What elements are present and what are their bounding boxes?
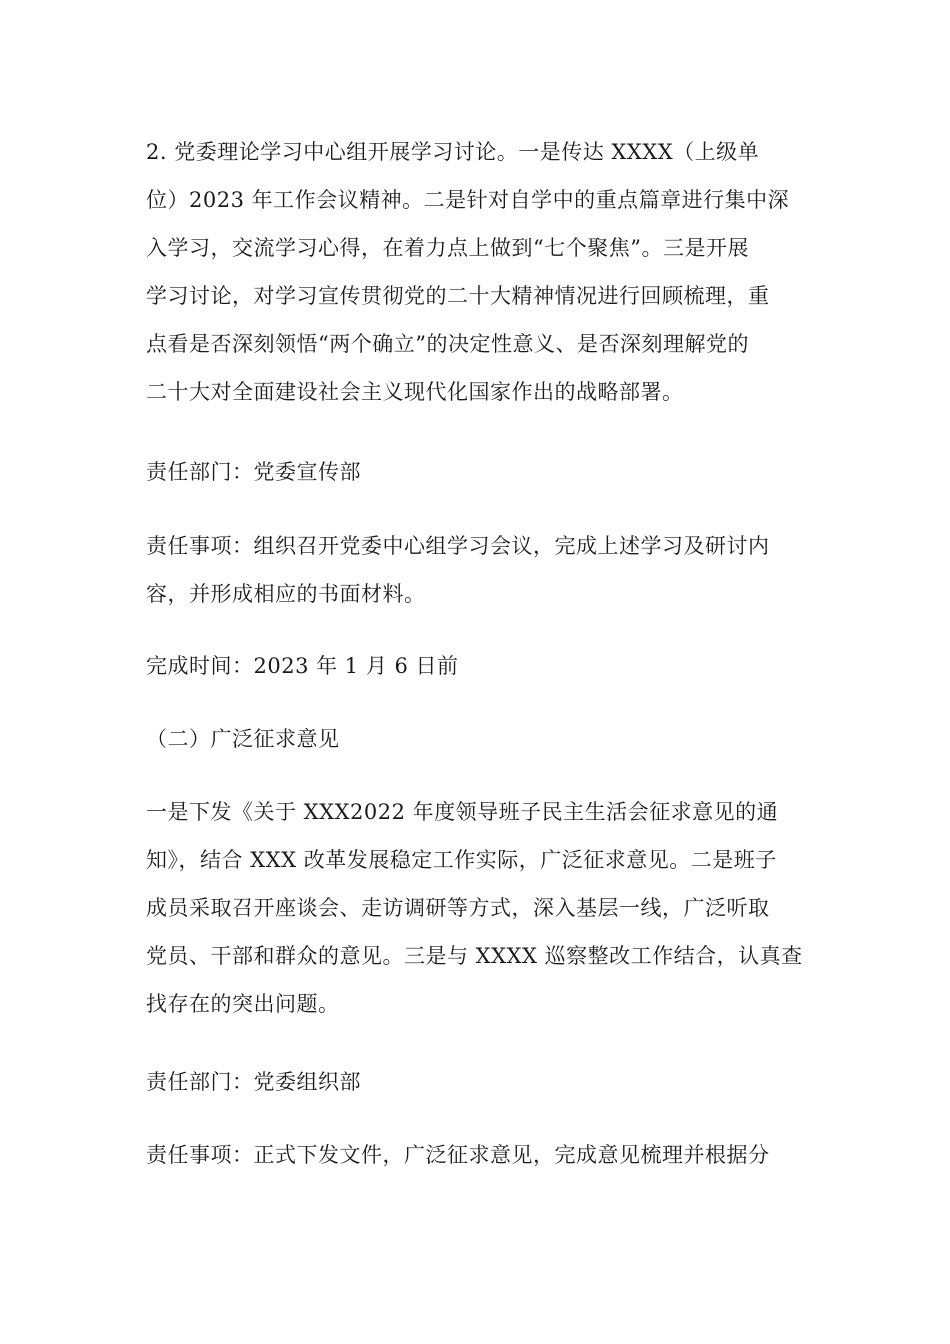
study-discussion-paragraph: [146, 128, 806, 416]
completion-time-text: 完成时间：2023 年 1 月 6 日前: [146, 654, 459, 678]
paragraph-line: 2. 党委理论学习中心组开展学习讨论。一是传达 XXXX（上级单: [146, 140, 760, 164]
paragraph-line: 二十大对全面建设社会主义现代化国家作出的战略部署。: [146, 380, 684, 404]
responsible-department-text: 责任部门：党委组织部: [146, 1070, 361, 1094]
paragraph-line: 容，并形成相应的书面材料。: [146, 582, 426, 606]
paragraph-line: 学习讨论，对学习宣传贯彻党的二十大精神情况进行回顾梳理，重: [146, 284, 770, 308]
section-heading-2: [146, 715, 806, 763]
section-heading-text: （二）广泛征求意见: [146, 727, 340, 751]
responsible-department-1: [146, 448, 806, 496]
paragraph-line: 一是下发《关于 XXX2022 年度领导班子民主生活会征求意见的通: [146, 800, 779, 824]
completion-time: [146, 642, 806, 690]
paragraph-line: 知》，结合 XXX 改革发展稳定工作实际，广泛征求意见。二是班子: [146, 848, 777, 872]
responsible-department-text: 责任部门：党委宣传部: [146, 460, 361, 484]
responsible-items-1: [146, 522, 806, 618]
paragraph-line: 位）2023 年工作会议精神。二是针对自学中的重点篇章进行集中深: [146, 188, 790, 212]
solicit-opinions-paragraph: [146, 788, 806, 1028]
paragraph-line: 找存在的突出问题。: [146, 992, 340, 1016]
responsible-items-2: [146, 1131, 806, 1179]
paragraph-line: 责任事项：正式下发文件，广泛征求意见，完成意见梳理并根据分: [146, 1143, 770, 1167]
paragraph-line: 责任事项：组织召开党委中心组学习会议，完成上述学习及研讨内: [146, 534, 770, 558]
responsible-department-2: [146, 1058, 806, 1106]
paragraph-line: 点看是否深刻领悟“两个确立”的决定性意义、是否深刻理解党的: [146, 332, 749, 356]
paragraph-line: 党员、干部和群众的意见。三是与 XXXX 巡察整改工作结合，认真查: [146, 944, 803, 968]
paragraph-line: 成员采取召开座谈会、走访调研等方式，深入基层一线，广泛听取: [146, 896, 770, 920]
paragraph-line: 入学习，交流学习心得，在着力点上做到“七个聚焦”。三是开展: [146, 236, 749, 260]
